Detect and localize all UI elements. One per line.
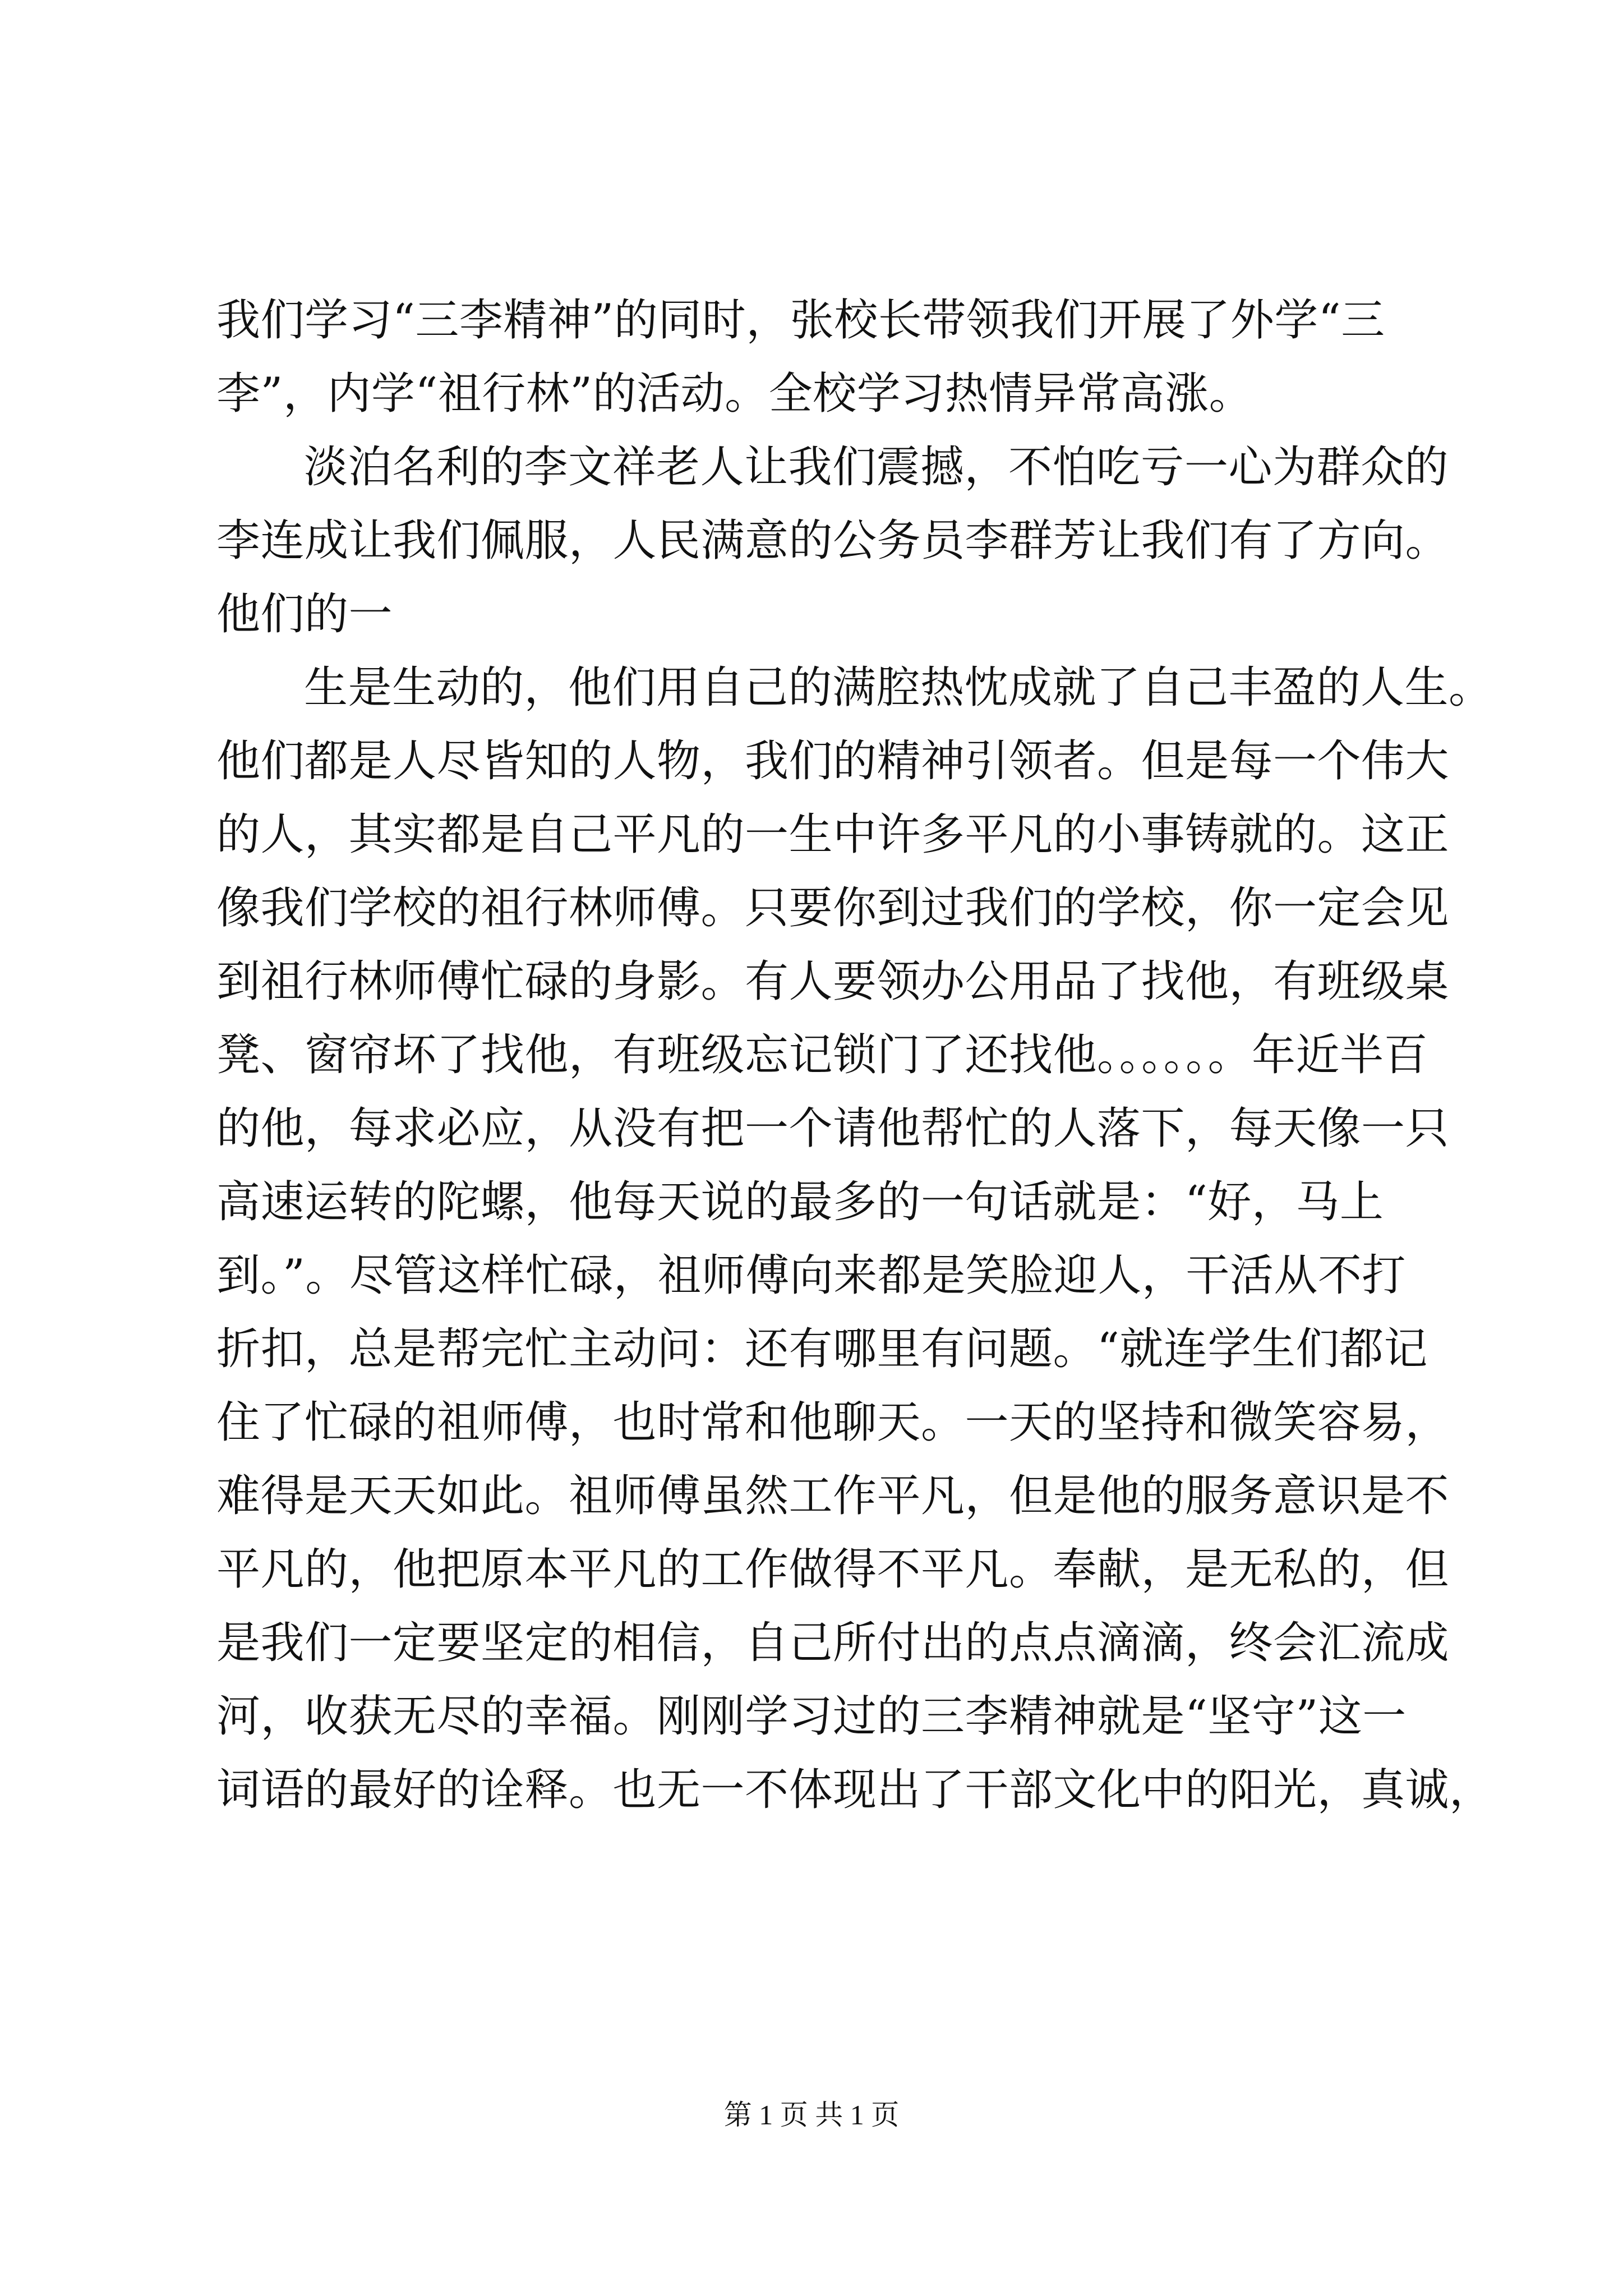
text-line: 的人，其实都是自己平凡的一生中许多平凡的小事铸就的。这正 [216, 809, 1450, 860]
text-line: 住了忙碌的祖师傅，也时常和他聊天。一天的坚持和微笑容易， [216, 1397, 1450, 1448]
text-line: 难得是天天如此。祖师傅虽然工作平凡，但是他的服务意识是不 [216, 1471, 1450, 1521]
text-line: 折扣，总是帮完忙主动问：还有哪里有问题。“就连学生们都记 [216, 1324, 1428, 1374]
text-line: 李连成让我们佩服，人民满意的公务员李群芳让我们有了方向。 [216, 516, 1450, 566]
text-line: 的他，每求必应，从没有把一个请他帮忙的人落下，每天像一只 [216, 1103, 1450, 1154]
text-line: 高速运转的陀螺，他每天说的最多的一句话就是：“好，马上 [216, 1177, 1384, 1227]
text-line: 他们都是人尽皆知的人物，我们的精神引领者。但是每一个伟大 [216, 736, 1450, 786]
text-line: 河，收获无尽的幸福。刚刚学习过的三李精神就是“坚守”这一 [216, 1691, 1407, 1742]
text-line: 是我们一定要坚定的相信，自己所付出的点点滴滴，终会汇流成 [216, 1618, 1450, 1668]
document-body [216, 284, 1493, 1827]
text-line: 到。”。尽管这样忙碌，祖师傅向来都是笑脸迎人，干活从不打 [216, 1250, 1406, 1301]
text-line: 词语的最好的诠释。也无一不体现出了干部文化中的阳光，真诚， [216, 1765, 1493, 1815]
text-line: 平凡的，他把原本平凡的工作做得不平凡。奉献，是无私的，但 [216, 1544, 1450, 1595]
text-line: 李”，内学“祖行林”的活动。全校学习热情异常高涨。 [216, 369, 1253, 419]
text-line: 他们的一 [216, 589, 393, 639]
paragraph-start-line: 生是生动的，他们用自己的满腔热忱成就了自己丰盈的人生。 [304, 662, 1493, 713]
page-number-label: 第 1 页 共 1 页 [723, 2099, 900, 2131]
text-line: 像我们学校的祖行林师傅。只要你到过我们的学校，你一定会见 [216, 883, 1450, 933]
page-footer [0, 2098, 1623, 2132]
paragraph-start-line: 淡泊名利的李文祥老人让我们震撼，不怕吃亏一心为群众的 [304, 442, 1449, 493]
text-line: 凳、窗帘坏了找他，有班级忘记锁门了还找他。。。。。。年近半百 [216, 1030, 1428, 1080]
text-line: 我们学习“三李精神”的同时，张校长带领我们开展了外学“三 [216, 295, 1385, 346]
text-line: 到祖行林师傅忙碌的身影。有人要领办公用品了找他，有班级桌 [216, 956, 1450, 1007]
